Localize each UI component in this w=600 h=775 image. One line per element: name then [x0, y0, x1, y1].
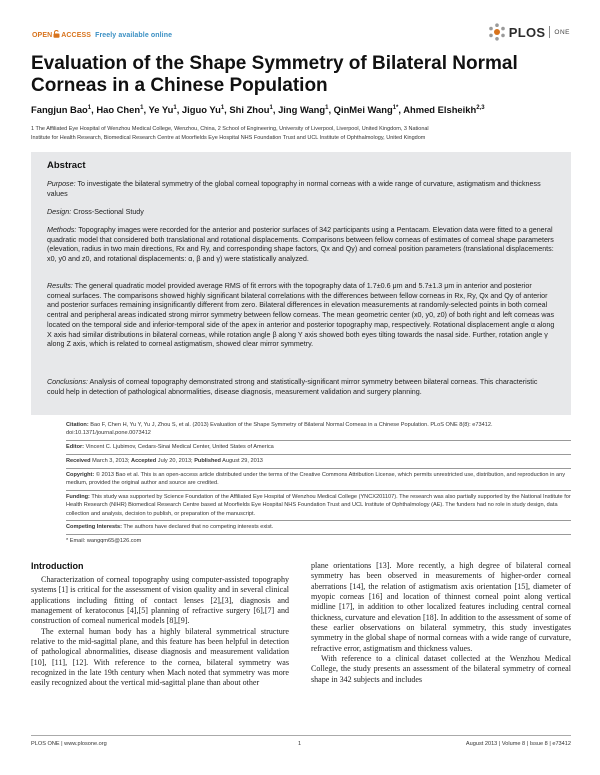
copyright — [66, 471, 571, 488]
editor — [66, 443, 571, 451]
funding-text: This study was supported by Science Foundation of the Affiliated Eye Hospital of Wenzhou Medical College (YNCX201107). The research was also partially supported by the National Institute for Health Research (NIHR) Biomedical Research Centre based at Moorfields Eye Hospital NHS Foundation Trust and UCL Institute of Ophthalmology (AE). The funders had no role in study design, data collection and analysis, decision to publish, or preparation of the manuscript. — [66, 494, 571, 517]
page-number: 1 — [298, 741, 302, 747]
accepted-date: July 20, 2013; — [157, 458, 193, 464]
divider — [66, 534, 571, 535]
corresponding-email: * Email: wangqm65@126.com — [66, 538, 142, 544]
article-title — [31, 53, 571, 96]
footer-divider — [31, 735, 571, 736]
design-label: Design: — [47, 208, 72, 216]
copyright-text: © 2013 Bao et al. This is an open-access article distributed under the terms of the Creative Commons Attribution License, which permits unrestricted use, distribution, and reproduction in any medium, provided the original author and source are credited. — [66, 472, 566, 487]
purpose-label: Purpose: — [47, 180, 76, 188]
published-date: August 29, 2013 — [222, 458, 263, 464]
competing-label: Competing Interests: — [66, 524, 122, 530]
methods-text: Topography images were recorded for the anterior and posterior surfaces of 342 participants using a Pentacam. Elevation data were fitted to a general quadratic model that considered both translational and rotational displacements. Comparisons between fellow corneas of estimates of corneal shape parameters (elevation, radius in two main directions, Rx and Ry, and corresponding shape factors, Qx and Qy) and corneal position parameters (translational displacements: x0, y0 and z0, and rotational displacements: α, β and γ) were statistically analyzed. — [47, 226, 554, 264]
author: Ahmed Elsheikh$^{2,3}$ — [403, 104, 485, 115]
affiliation-line: 1 The Affiliated Eye Hospital of Wenzhou Medical College, Wenzhou, China, 2 School of Engineering, University of Liverpool, Liverpool, United Kingdom, 3 National — [31, 126, 429, 132]
open-access-banner — [32, 30, 172, 39]
citation — [66, 421, 571, 438]
divider — [66, 454, 571, 455]
open-label: OPEN — [32, 32, 53, 39]
received-date: March 3, 2013; — [92, 458, 130, 464]
author: QinMei Wang$^{1*}$ — [333, 104, 399, 115]
abstract-conclusions — [47, 378, 555, 397]
paragraph: plane orientations [13]. More recently, a high degree of bilateral corneal symmetry has been observed in measurements of higher-order corneal aberrations [14], the relation of astigmatism axis orientation [15], diameter of myopic corneas [16] and location of thinnest corneal point along vertical midline [17], in addition to other localized features including central corneal thickness, curvature and elevation [18]. In addition to the assessment of some of these earlier observations on bilateral symmetry, this study investigates symmetry in the global shape of normal corneas with a wide range of curvature, refractive error, astigmatism and thickness values. — [311, 561, 571, 653]
citation-label: Citation: — [66, 422, 89, 428]
abstract-methods — [47, 226, 555, 265]
abstract-purpose — [47, 180, 555, 199]
one-wordmark: ONE — [554, 28, 570, 36]
editor-text: Vincent C. Ljubimov, Cedars-Sinai Medical Center, United States of America — [85, 444, 274, 450]
received-label: Received — [66, 458, 91, 464]
purpose-text: To investigate the bilateral symmetry of the global corneal topography in normal corneas with a wide range of curvature, astigmatism and thickness values — [47, 180, 541, 198]
competing-interests — [66, 523, 571, 531]
plos-wordmark: PLOS — [508, 24, 546, 40]
design-text: Cross-Sectional Study — [73, 208, 144, 216]
competing-text: The authors have declared that no competing interests exist. — [123, 524, 274, 530]
results-text: The general quadratic model provided average RMS of fit errors with the topography data of 1.7±0.6 μm and 5.7±1.3 μm in anterior and posterior corneal surfaces. The comparisons showed highly significant bilateral correlations with the differences between fellow corneas in Rx, Ry, Qx and Qy of anterior and posterior surfaces remaining insignificantly different from zero. Bilateral differences in elevation measurements at randomly-selected points in both corneal central and peripheral areas indicated strong mirror symmetry between fellow corneas. The mean geometric center (x0, y0, z0) of both right and left corneas was located on the temporal side and inferior-temporal side of the apex in anterior and posterior topography map, respectively. Rotational displacement angle α along X axis had similar distributions in bilateral corneas, while rotation angle β along Y axis showed both eyes tilting towards the nasal side. Further, rotation angle γ along Z axis, which is related to corneal astigmatism, showed clear mirror symmetry. — [47, 282, 555, 349]
conclusions-label: Conclusions: — [47, 378, 88, 386]
author: Ye Yu$^1$ — [148, 104, 177, 115]
funding — [66, 493, 571, 518]
divider — [66, 440, 571, 441]
divider — [66, 520, 571, 521]
author: Jiguo Yu$^1$ — [181, 104, 225, 115]
accepted-label: Accepted — [131, 458, 157, 464]
affiliation-line: Institute for Health Research, Biomedical Research Centre at Moorfields Eye Hospital NHS Foundation Trust and UCL Institute of Ophthalmology, United Kingdom — [31, 134, 426, 141]
results-label: Results: — [47, 282, 73, 290]
footer-issue: August 2013 | Volume 8 | Issue 8 | e73412 — [465, 741, 571, 747]
methods-label: Methods: — [47, 226, 77, 234]
published-label: Published — [194, 458, 221, 464]
plos-logo-icon — [487, 22, 507, 42]
affiliations — [31, 125, 571, 142]
abstract-heading: Abstract — [47, 160, 86, 171]
abstract-design — [47, 208, 555, 218]
dates — [66, 457, 571, 465]
funding-label: Funding: — [66, 494, 90, 500]
citation-text: Bao F, Chen H, Yu Y, Yu J, Zhou S, et al. (2013) Evaluation of the Shape Symmetry of Bilateral Normal Corneas in a Chinese Population. PLoS ONE 8(8): e73412. doi:10.1371/journal.pone.0073412 — [66, 422, 493, 437]
introduction-heading: Introduction — [31, 561, 84, 571]
conclusions-text: Analysis of corneal topography demonstrated strong and statistically-significant mirror symmetry between bilateral corneas. This characteristic could help in detection of pathological abnormalities, disease diagnosis, measurement validation and surgery planning. — [47, 378, 538, 396]
paragraph: The external human body has a highly bilateral symmetrical structure relative to the mid-sagittal plane, and this feature has been helpful in detection of pathological abnormalities, disease diagnosis and measurement validation [10], [11], [12]. With reference to the cornea, bilateral symmetry was recognized in the late 19th century when Mach noted that symmetry was more easily recognized about the vertical mid-sagittal plane than about other — [31, 626, 289, 688]
footer-journal: PLOS ONE | www.plosone.org — [31, 741, 107, 747]
paragraph: Characterization of corneal topography using computer-assisted topography systems [1] is critical for the assessment of vision quality and in several clinical applications including fitting of contact lenses [2],[3], diagnosis and management of keratoconus [4],[5] planning of refractive surgery [6],[7] and construction of corneal numerical models [8],[9]. — [31, 575, 289, 626]
abstract-box — [31, 152, 571, 415]
author: Hao Chen$^1$ — [96, 104, 144, 115]
right-column — [311, 561, 571, 685]
access-label: ACCESS — [61, 32, 92, 39]
author: Shi Zhou$^1$ — [229, 104, 273, 115]
plos-one-logo — [487, 22, 570, 42]
open-lock-icon — [53, 30, 60, 38]
abstract-results — [47, 282, 555, 350]
divider — [66, 468, 571, 469]
copyright-label: Copyright: — [66, 472, 95, 478]
title-line-1: Evaluation of the Shape Symmetry of Bilateral Normal — [31, 53, 518, 74]
editor-label: Editor: — [66, 444, 85, 450]
author: Fangjun Bao$^1$ — [31, 104, 92, 115]
freely-available-label: Freely available online — [95, 32, 173, 39]
title-line-2: Corneas in a Chinese Population — [31, 74, 328, 96]
author-list: Fangjun Bao$^1$, Hao Chen$^1$, Ye Yu$^1$, Jiguo Yu$^1$, Shi Zhou$^1$, Jing Wang$^1$, QinMei Wang$^{1*}$, Ahmed Elsheikh$^{2,3}$ — [31, 104, 485, 115]
logo-divider — [549, 26, 550, 38]
author: Jing Wang$^1$ — [278, 104, 329, 115]
paragraph: With reference to a clinical dataset collected at the Wenzhou Medical College, the study presents an assessment of the bilateral symmetry of corneal shape in 342 subjects and includes — [311, 654, 571, 684]
left-column — [31, 575, 289, 689]
divider — [66, 490, 571, 491]
